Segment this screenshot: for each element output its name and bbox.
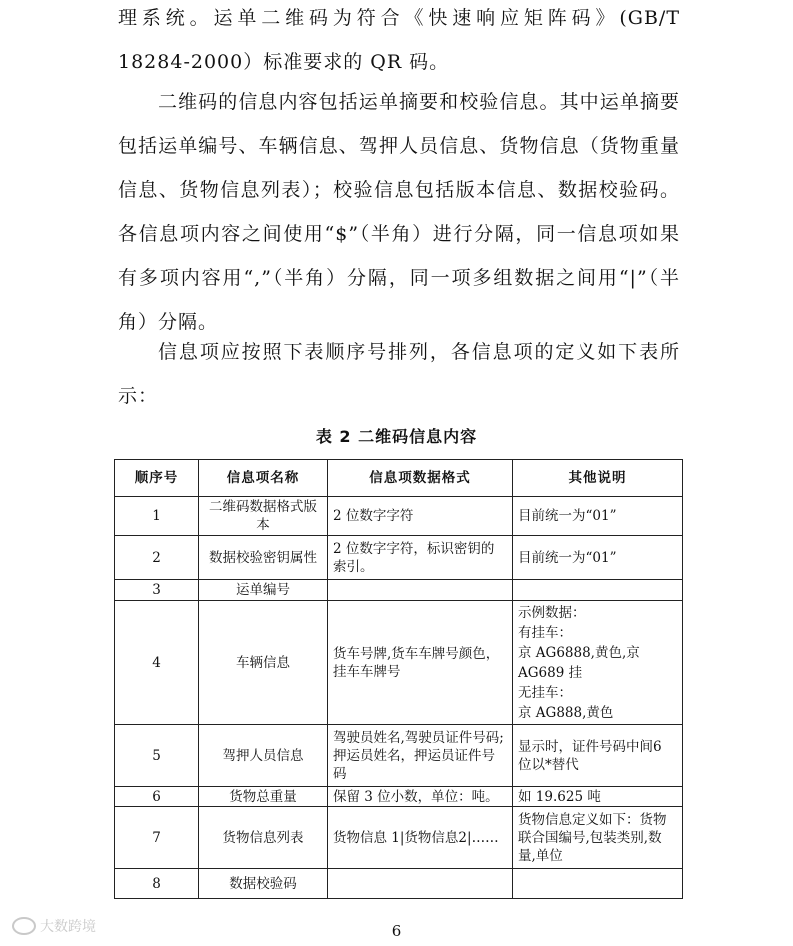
cell-format: 2 位数字字符 — [328, 497, 513, 536]
cell-note — [513, 580, 683, 601]
note-line: 京 AG888,黄色 — [518, 704, 614, 721]
table-row — [115, 580, 683, 601]
cell-note: 目前统一为“01” — [513, 536, 683, 580]
page-number: 6 — [391, 922, 402, 940]
paragraph-line: 理系统。运单二维码为符合《快速响应矩阵码》(GB/T — [118, 7, 680, 29]
cell-name: 驾押人员信息 — [199, 725, 328, 787]
cell-name: 数据校验码 — [199, 869, 328, 899]
note-line: 有挂车： — [518, 624, 572, 641]
header-cell: 顺序号 — [115, 460, 199, 497]
table-caption: 表 2 二维码信息内容 — [315, 427, 478, 446]
cell-name: 货物信息列表 — [199, 807, 328, 869]
table-row — [115, 787, 683, 807]
watermark-text: 大数跨境 — [40, 919, 96, 935]
paragraph-qr-content: 二维码的信息内容包括运单摘要和校验信息。其中运单摘要包括运单编号、车辆信息、驾押人员信息、货物信息（货物重量信息、货物信息列表）；校验信息包括版本信息、数据校验码。各信息项内容之间使用“$”（半角）进行分隔，同一信息项如果有多项内容用“,”（半角）分隔，同一项多组数据之间用“|”（半角）分隔。 — [118, 91, 680, 333]
cell-note — [513, 601, 683, 725]
cell-note: 目前统一为“01” — [513, 497, 683, 536]
cell-name: 二维码数据格式版本 — [199, 497, 328, 536]
cell-format: 货物信息 1|货物信息2|…… — [328, 807, 513, 869]
paragraph-line: 18284-2000）标准要求的 QR 码。 — [118, 51, 450, 73]
cell-format: 驾驶员姓名,驾驶员证件号码;押运员姓名，押运员证件号码 — [328, 725, 513, 787]
note-line: 示例数据： — [518, 604, 586, 621]
cell-name: 车辆信息 — [199, 601, 328, 725]
cell-note: 如 19.625 吨 — [513, 787, 683, 807]
cell-no: 6 — [115, 787, 199, 807]
table-row — [115, 497, 683, 536]
cell-format — [328, 580, 513, 601]
header-cell: 信息项名称 — [199, 460, 328, 497]
cell-format: 保留 3 位小数，单位：吨。 — [328, 787, 513, 807]
cell-no: 5 — [115, 725, 199, 787]
cell-format: 货车号牌,货车车牌号颜色，挂车车牌号 — [328, 601, 513, 725]
cell-format — [328, 869, 513, 899]
table-row — [115, 536, 683, 580]
header-cell: 其他说明 — [513, 460, 683, 497]
note-line: 无挂车： — [518, 684, 572, 701]
cell-format: 2 位数字字符，标识密钥的索引。 — [328, 536, 513, 580]
table-row — [115, 869, 683, 899]
cell-no: 4 — [115, 601, 199, 725]
table-header-row — [115, 460, 683, 497]
paragraph-table-intro: 信息项应按照下表顺序号排列，各信息项的定义如下表所示： — [118, 341, 680, 407]
table-row — [115, 807, 683, 869]
note-line: 京 AG6888,黄色,京 — [518, 644, 640, 661]
cell-note — [513, 869, 683, 899]
cell-note: 货物信息定义如下：货物联合国编号,包装类别,数量,单位 — [513, 807, 683, 869]
cell-note: 显示时，证件号码中间6 位以*替代 — [513, 725, 683, 787]
qr-info-table — [114, 459, 683, 899]
cell-name: 数据校验密钥属性 — [199, 536, 328, 580]
cell-name: 货物总重量 — [199, 787, 328, 807]
cell-no: 8 — [115, 869, 199, 899]
cell-no: 3 — [115, 580, 199, 601]
cell-no: 7 — [115, 807, 199, 869]
header-cell: 信息项数据格式 — [328, 460, 513, 497]
cell-name: 运单编号 — [199, 580, 328, 601]
table-row — [115, 725, 683, 787]
paragraph-qr-standard — [118, 0, 680, 84]
cell-no: 2 — [115, 536, 199, 580]
note-line: AG689 挂 — [518, 664, 583, 681]
cell-no: 1 — [115, 497, 199, 536]
table-row — [115, 601, 683, 725]
